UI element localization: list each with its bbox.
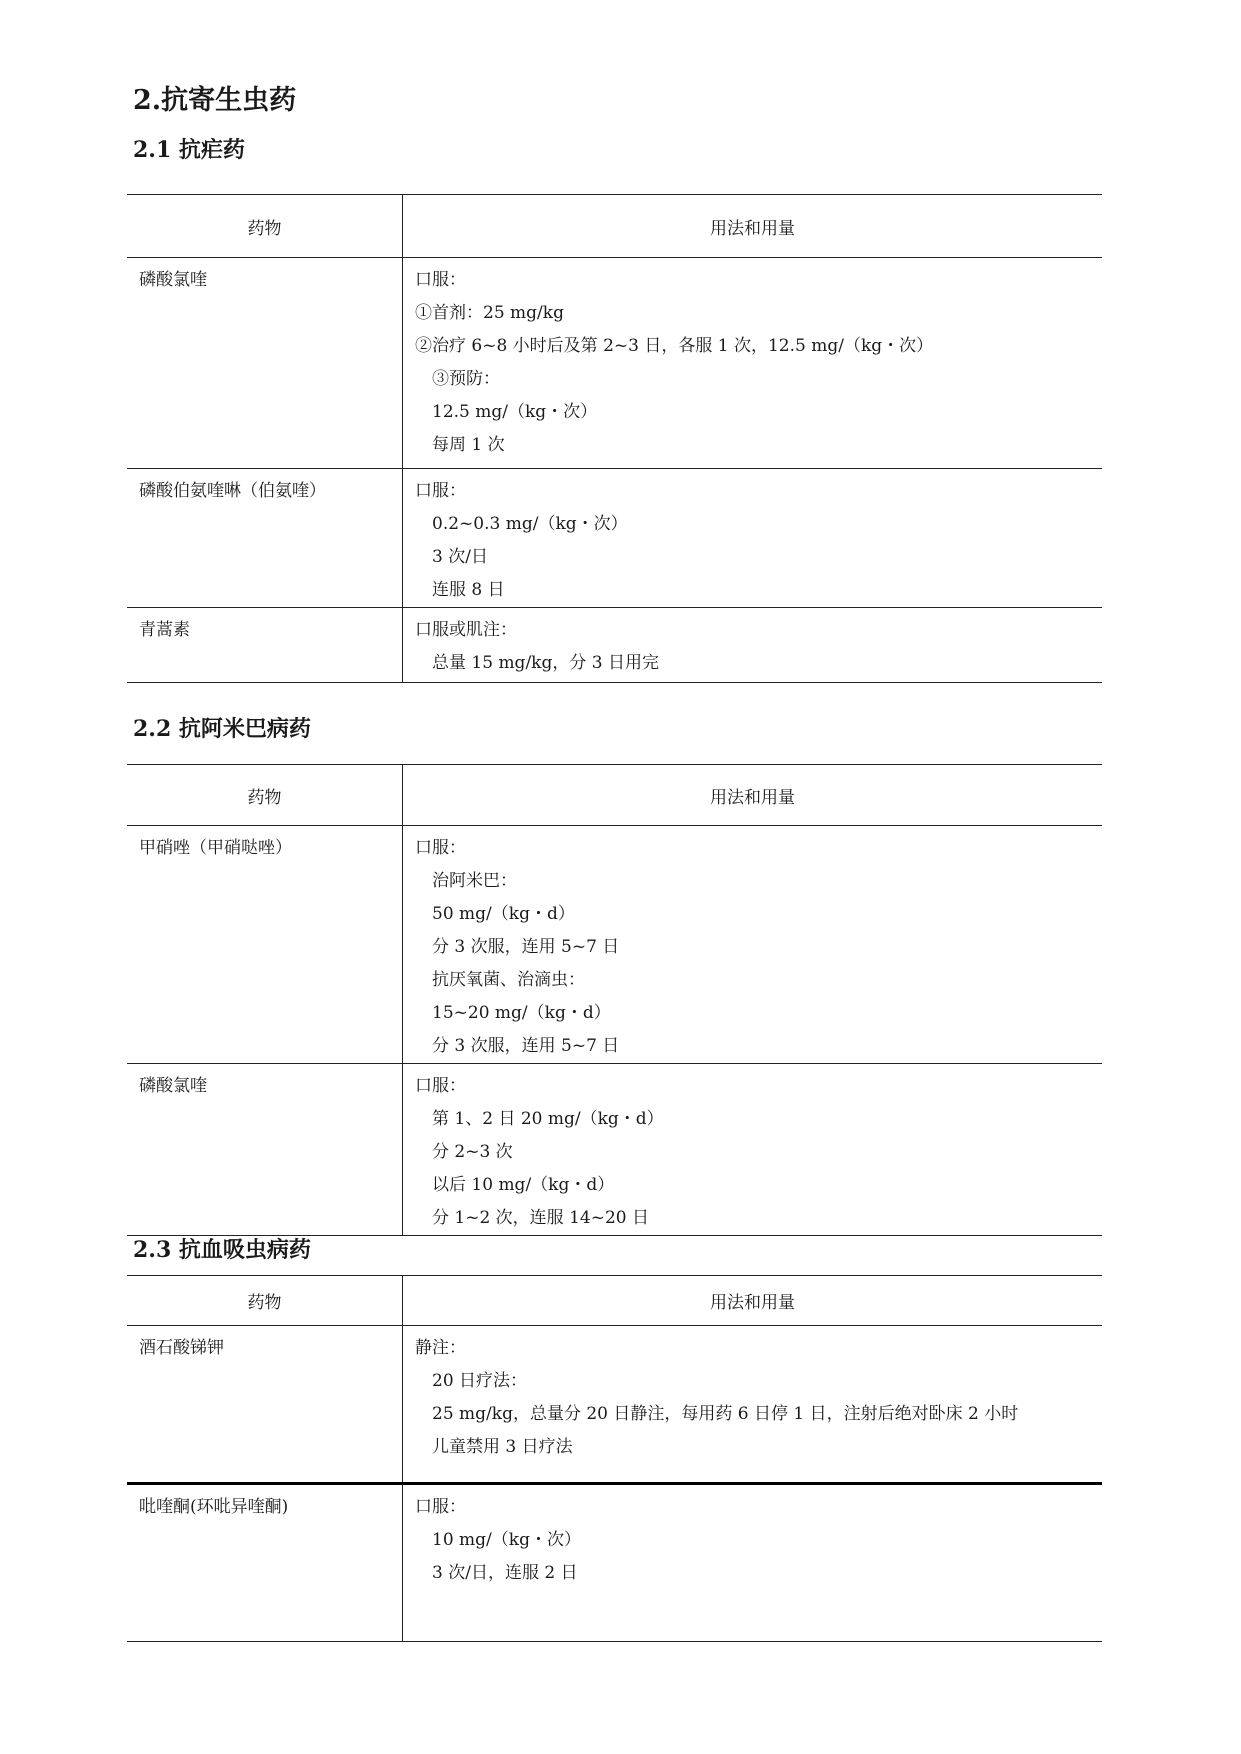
table-row [127,1326,1102,1484]
column-header-drug: 药物 [127,1276,403,1326]
usage-line: 3 次/日 [432,547,488,567]
malaria-drug-table [127,194,1102,683]
usage-line: 抗厌氧菌、治滴虫： [432,970,585,990]
drug-name: 甲硝唑（甲硝哒唑） [139,838,292,858]
usage-line: 总量 15 mg/kg，分 3 日用完 [432,653,659,673]
usage-line: 20 日疗法： [432,1371,528,1391]
usage-cell [403,608,1103,683]
drug-name: 磷酸伯氨喹啉（伯氨喹） [139,481,326,501]
usage-line: 静注： [415,1338,466,1358]
drug-name-cell [127,1484,403,1642]
table-row [127,608,1102,683]
usage-line: 口服： [415,838,466,858]
usage-line: ③预防： [432,369,500,389]
usage-line: 每周 1 次 [432,435,505,455]
table-header-row [127,195,1102,258]
usage-line: 口服： [415,1497,466,1517]
page-title: 2.抗寄生虫药 [133,85,297,116]
drug-name-cell [127,1326,403,1484]
drug-name-cell [127,608,403,683]
usage-line: 3 次/日，连服 2 日 [432,1563,578,1583]
usage-line: 分 1~2 次，连服 14~20 日 [432,1208,649,1228]
column-header-usage: 用法和用量 [403,1276,1103,1326]
usage-line: 15~20 mg/（kg・d） [432,1003,611,1023]
usage-line: 分 2~3 次 [432,1142,513,1162]
drug-name-cell [127,469,403,608]
table-row [127,826,1102,1064]
usage-line: 0.2~0.3 mg/（kg・次） [432,514,628,534]
usage-cell [403,1326,1103,1484]
drug-name: 磷酸氯喹 [139,270,207,290]
usage-cell [403,826,1103,1064]
table-row [127,469,1102,608]
usage-cell [403,258,1103,469]
column-header-drug: 药物 [127,765,403,826]
usage-line: 50 mg/（kg・d） [432,904,575,924]
column-header-usage: 用法和用量 [403,195,1103,258]
usage-cell [403,469,1103,608]
usage-line: 10 mg/（kg・次） [432,1530,581,1550]
column-header-drug: 药物 [127,195,403,258]
section-heading-malaria: 2.1 抗疟药 [133,137,245,163]
usage-line: 以后 10 mg/（kg・d） [432,1175,615,1195]
drug-name: 青蒿素 [139,620,190,640]
usage-line: ②治疗 6~8 小时后及第 2~3 日，各服 1 次，12.5 mg/（kg・次） [415,336,934,356]
drug-name: 酒石酸锑钾 [139,1338,224,1358]
usage-line: 12.5 mg/（kg・次） [432,402,598,422]
table-header-row [127,765,1102,826]
drug-name-cell [127,826,403,1064]
usage-line: 口服： [415,1076,466,1096]
drug-name: 吡喹酮(环吡异喹酮) [139,1497,289,1517]
amoeba-drug-table [127,764,1102,1236]
usage-cell [403,1484,1103,1642]
schistosomiasis-drug-table [127,1275,1102,1642]
drug-name-cell [127,1064,403,1236]
usage-line: 25 mg/kg，总量分 20 日静注，每用药 6 日停 1 日，注射后绝对卧床 2 小时 [432,1404,1019,1424]
drug-name-cell [127,258,403,469]
usage-line: 治阿米巴： [432,871,517,891]
usage-line: 口服或肌注： [415,620,517,640]
usage-line: 口服： [415,270,466,290]
usage-line: 儿童禁用 3 日疗法 [432,1437,573,1457]
usage-line: 口服： [415,481,466,501]
section-heading-amoeba: 2.2 抗阿米巴病药 [133,716,311,742]
usage-line: 连服 8 日 [432,580,505,600]
usage-line: ①首剂：25 mg/kg [415,303,564,323]
section-heading-schistosomiasis: 2.3 抗血吸虫病药 [133,1237,311,1263]
column-header-usage: 用法和用量 [403,765,1103,826]
table-row [127,1484,1102,1642]
table-row [127,258,1102,469]
usage-cell [403,1064,1103,1236]
usage-line: 分 3 次服，连用 5~7 日 [432,937,620,957]
usage-line: 第 1、2 日 20 mg/（kg・d） [432,1109,664,1129]
table-row [127,1064,1102,1236]
table-header-row [127,1276,1102,1326]
drug-name: 磷酸氯喹 [139,1076,207,1096]
usage-line: 分 3 次服，连用 5~7 日 [432,1036,620,1056]
